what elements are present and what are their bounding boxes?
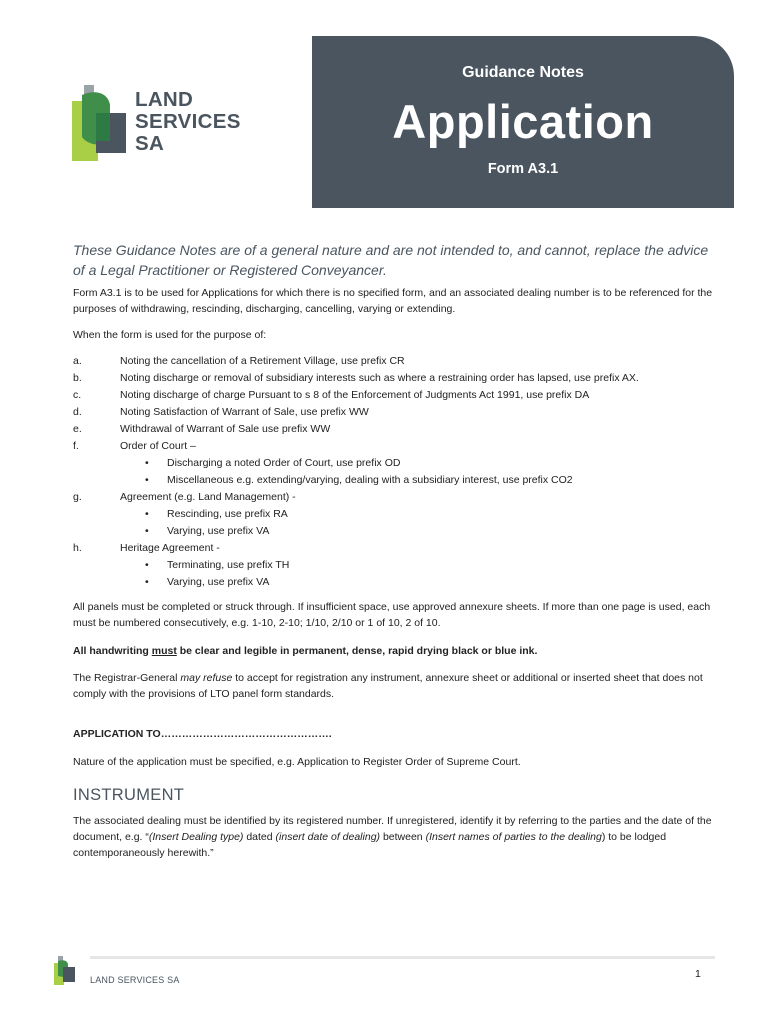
- bullet-icon: •: [145, 457, 149, 469]
- instrument-italic: (Insert Dealing type): [148, 831, 244, 843]
- page-title: Application: [392, 95, 654, 148]
- logo-line: SERVICES: [135, 110, 241, 133]
- list-text: Noting the cancellation of a Retirement Village, use prefix CR: [120, 355, 405, 367]
- list-item: [73, 540, 713, 557]
- sub-list-text: Discharging a noted Order of Court, use prefix OD: [167, 457, 401, 469]
- land-services-logo: [72, 83, 262, 163]
- list-letter: c.: [73, 389, 82, 401]
- list-text: Order of Court –: [120, 440, 196, 452]
- list-text: Heritage Agreement -: [120, 542, 220, 554]
- sub-list-item: [73, 523, 713, 540]
- sub-list-text: Terminating, use prefix TH: [167, 559, 290, 571]
- registrar-paragraph: [73, 670, 713, 702]
- logo-wordmark: [135, 89, 241, 155]
- logo-line: SA: [135, 132, 165, 155]
- when-used-paragraph: When the form is used for the purpose of:: [73, 329, 267, 341]
- list-item: [73, 489, 713, 506]
- sub-list-text: Miscellaneous e.g. extending/varying, dealing with a subsidiary interest, use prefix CO2: [167, 474, 573, 486]
- handwriting-paragraph: [73, 643, 713, 659]
- purpose-paragraph: Form A3.1 is to be used for Applications for which there is no specified form, and an associated dealing number is to be referenced for the purposes of withdrawing, rescinding, discharging, cancelling, varying or extending.: [73, 287, 713, 315]
- bullet-icon: •: [145, 508, 149, 520]
- sub-list-item: [73, 574, 713, 591]
- page-number: 1: [695, 968, 701, 980]
- instrument-text: ) to be lodged contemporaneously herewith.”: [73, 831, 667, 859]
- list-text: Noting discharge or removal of subsidiary interests such as where a restraining order has lapsed, use prefix AX.: [120, 372, 639, 384]
- list-item: [73, 387, 713, 404]
- instrument-heading: INSTRUMENT: [73, 786, 185, 804]
- list-letter: f.: [73, 440, 79, 452]
- form-number: Form A3.1: [487, 161, 559, 177]
- handwriting-pre: All handwriting: [73, 645, 152, 657]
- list-letter: e.: [73, 423, 82, 435]
- bullet-icon: •: [145, 474, 149, 486]
- logo-leaf-icon: [72, 83, 132, 163]
- sub-list-text: Rescinding, use prefix RA: [167, 508, 288, 520]
- footer-logo-icon: [54, 956, 76, 986]
- instrument-italic: (insert date of dealing): [275, 831, 381, 843]
- instrument-text: dated: [243, 831, 276, 843]
- list-item: [73, 370, 713, 387]
- bullet-icon: •: [145, 576, 149, 588]
- footer-brand: LAND SERVICES SA: [90, 975, 180, 985]
- list-text: Withdrawal of Warrant of Sale use prefix WW: [120, 423, 331, 435]
- title-banner: [312, 36, 734, 208]
- sub-list-item: [73, 506, 713, 523]
- logo-line: LAND: [135, 88, 194, 111]
- instrument-italic: (Insert names of parties to the dealing: [425, 831, 602, 843]
- registrar-pre: The Registrar-General: [73, 672, 181, 684]
- list-letter: b.: [73, 372, 82, 384]
- instrument-paragraph: [73, 813, 713, 861]
- bullet-icon: •: [145, 559, 149, 571]
- bullet-icon: •: [145, 525, 149, 537]
- list-text: Agreement (e.g. Land Management) -: [120, 491, 296, 503]
- footer-divider: [90, 956, 715, 959]
- intro-disclaimer: These Guidance Notes are of a general nature and are not intended to, and cannot, replace the advice of a Legal Practitioner or Registered Conveyancer.: [73, 242, 709, 278]
- list-item: [73, 353, 713, 370]
- instrument-text: The associated dealing must be identified by its registered number. If unregistered, identify it by referring to the parties and the date of the document, e.g. “: [73, 815, 712, 843]
- list-letter: d.: [73, 406, 82, 418]
- nature-paragraph: Nature of the application must be specified, e.g. Application to Register Order of Supreme Court.: [73, 756, 521, 768]
- panels-paragraph: All panels must be completed or struck through. If insufficient space, use approved annexure sheets. If more than one page is used, each must be numbered consecutively, e.g. 1-10, 2-10; 1/10, 2/10 or 1 of 10, 2 of 10.: [73, 601, 711, 629]
- sub-list-text: Varying, use prefix VA: [167, 525, 270, 537]
- list-letter: a.: [73, 355, 82, 367]
- sub-list-item: [73, 455, 713, 472]
- sub-list-item: [73, 472, 713, 489]
- registrar-post: to accept for registration any instrument, annexure sheet or additional or inserted sheet that does not comply with the provisions of LTO panel form standards.: [73, 672, 703, 700]
- list-item: [73, 438, 713, 455]
- list-letter: g.: [73, 491, 82, 503]
- handwriting-post: be clear and legible in permanent, dense, rapid drying black or blue ink.: [176, 645, 538, 657]
- instrument-text: between: [380, 831, 426, 843]
- list-text: Noting discharge of charge Pursuant to s 8 of the Enforcement of Judgments Act 1991, use prefix DA: [120, 389, 590, 401]
- prefix-list: [73, 353, 713, 591]
- sub-list-item: [73, 557, 713, 574]
- application-to-heading: APPLICATION TO………………………………………….: [73, 728, 332, 740]
- registrar-italic: may refuse: [180, 672, 233, 684]
- banner-subtitle: Guidance Notes: [462, 64, 584, 81]
- handwriting-must: must: [151, 645, 177, 657]
- list-item: [73, 421, 713, 438]
- list-letter: h.: [73, 542, 82, 554]
- list-item: [73, 404, 713, 421]
- list-text: Noting Satisfaction of Warrant of Sale, use prefix WW: [120, 406, 369, 418]
- sub-list-text: Varying, use prefix VA: [167, 576, 270, 588]
